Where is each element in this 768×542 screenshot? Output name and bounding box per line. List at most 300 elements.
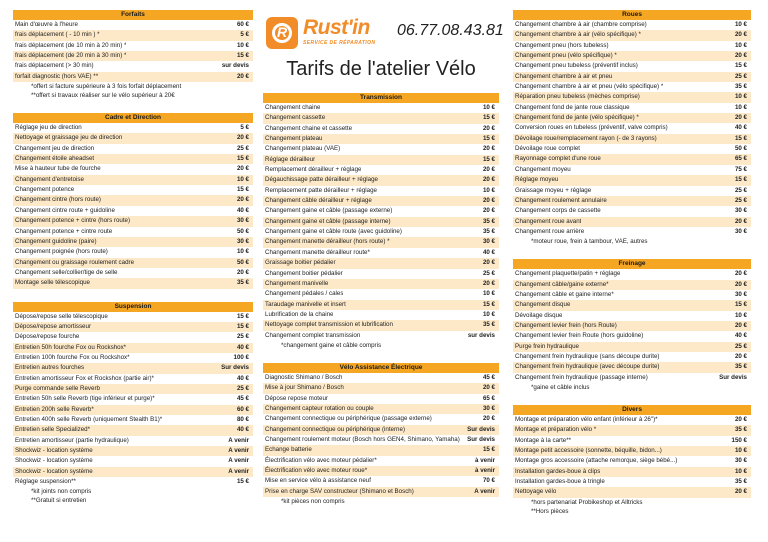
price-row — [513, 415, 751, 425]
service-label: Changement connectique ou périphérique (interne) — [265, 425, 405, 433]
service-label: Changement chaine — [265, 104, 321, 111]
service-label: Changement guidoline (paire) — [15, 237, 97, 245]
service-price: 25 € — [734, 342, 747, 350]
service-price: 15 € — [236, 52, 249, 60]
price-row — [513, 436, 751, 446]
service-label: Installation gardes-boue à clips — [515, 467, 601, 475]
service-label: Changement potence + cintre route — [15, 227, 113, 235]
price-row — [13, 216, 253, 226]
service-price: 10 € — [734, 467, 747, 475]
section-freinage — [513, 259, 751, 392]
service-label: Changement gaine et câble (passage externe) — [265, 207, 393, 215]
footnote: *offert si facture supérieure à 3 fois forfait déplacement — [31, 83, 182, 91]
service-label: Changement fond de jante roue classique — [515, 103, 630, 111]
service-price: 15 € — [482, 300, 495, 308]
service-label: Montage petit accessoire (sonnette, béquille, bidon...) — [515, 447, 662, 455]
price-row — [13, 61, 253, 71]
service-label: Changement frein hydraulique (sans découpe durite) — [515, 352, 660, 360]
service-price: 20 € — [482, 207, 495, 215]
service-label: Changement plateau (VAE) — [265, 145, 341, 153]
service-label: Montage gros accessoire (attache remorque, siège bébé...) — [515, 457, 678, 465]
service-price: 10 € — [236, 248, 249, 256]
service-price: 25 € — [236, 144, 249, 152]
service-price: 10 € — [734, 41, 747, 49]
price-row — [513, 342, 751, 352]
service-price: 20 € — [482, 279, 495, 287]
service-price: 30 € — [236, 237, 249, 245]
service-price: 25 € — [734, 196, 747, 204]
price-row — [263, 279, 499, 289]
price-row — [13, 51, 253, 61]
service-label: Changement chambre à air et pneu — [515, 72, 613, 80]
service-label: Dévoilage disque — [515, 311, 563, 319]
service-price: Sur devis — [467, 435, 495, 443]
service-label: Nettoyage et graissage jeu de direction — [15, 134, 123, 142]
section-header: Freinage — [513, 259, 751, 269]
price-row — [513, 154, 751, 164]
price-row — [263, 217, 499, 227]
column-right — [513, 10, 751, 516]
service-label: Changement frein hydraulique (avec découpe durite) — [515, 363, 660, 371]
price-row — [263, 155, 499, 165]
service-price: 15 € — [482, 446, 495, 454]
price-row — [13, 175, 253, 185]
service-label: Changement cintre (hors route) — [15, 196, 101, 204]
service-label: Entretien amortisseur (partie hydraulique) — [15, 436, 129, 444]
service-price: Sur devis — [467, 425, 495, 433]
price-row — [513, 467, 751, 477]
service-price: 10 € — [236, 41, 249, 49]
service-price: 30 € — [482, 404, 495, 412]
price-row — [13, 322, 253, 332]
service-price: 30 € — [734, 207, 747, 215]
service-price: 40 € — [236, 374, 249, 382]
service-price: 60 € — [236, 405, 249, 413]
price-row — [13, 30, 253, 40]
price-row — [513, 103, 751, 113]
section-header: Transmission — [263, 93, 499, 103]
price-row — [513, 92, 751, 102]
service-label: Réglage moyeu — [515, 176, 559, 184]
logo-text: Rust'in — [303, 16, 370, 39]
service-label: Installation gardes-boue à tringle — [515, 478, 605, 486]
service-label: Changement roue arrière — [515, 227, 585, 235]
service-price: 50 € — [236, 258, 249, 266]
service-price: 15 € — [236, 155, 249, 163]
service-price: 10 € — [734, 103, 747, 111]
price-row — [513, 280, 751, 290]
price-row — [513, 362, 751, 372]
service-price: 15 € — [236, 186, 249, 194]
section-transmission — [263, 93, 499, 350]
price-row — [263, 300, 499, 310]
price-row — [13, 374, 253, 384]
service-price: A venir — [228, 436, 249, 444]
service-price: 20 € — [236, 196, 249, 204]
footnote: *kit joints non compris — [31, 488, 92, 496]
section-header: Roues — [513, 10, 751, 20]
service-label: Dépose/repose fourche — [15, 333, 80, 341]
service-label: Entretien 100h fourche Fox ou Rockshox* — [15, 353, 130, 361]
service-price: 15 € — [734, 134, 747, 142]
service-price: 40 € — [236, 426, 249, 434]
price-row — [13, 72, 253, 82]
service-label: Changement chaine et cassette — [265, 124, 353, 132]
service-label: Changement manivelle — [265, 279, 329, 287]
service-price: 20 € — [482, 176, 495, 184]
service-label: Changement levier frein (hors Route) — [515, 321, 617, 329]
service-label: Réglage dérailleur — [265, 155, 316, 163]
price-row — [513, 290, 751, 300]
section-header: Vélo Assistance Électrique — [263, 363, 499, 373]
service-label: Changement pneu tubeless (préventif inclus) — [515, 62, 638, 70]
service-label: Changement levier frein Route (hors guidoline) — [515, 332, 644, 340]
service-price: 35 € — [482, 321, 495, 329]
price-row — [513, 300, 751, 310]
service-price: 40 € — [236, 343, 249, 351]
service-price: 30 € — [734, 290, 747, 298]
service-label: Purge commande selle Reverb — [15, 384, 100, 392]
brand-header — [263, 14, 504, 50]
price-row — [263, 134, 499, 144]
service-price: 70 € — [482, 477, 495, 485]
section-roues — [513, 10, 751, 246]
price-row — [263, 414, 499, 424]
price-row — [263, 124, 499, 134]
service-label: Nettoyage complet transmission et lubrification — [265, 321, 393, 329]
service-label: Remplacement dérailleur + réglage — [265, 166, 362, 174]
service-price: 20 € — [734, 321, 747, 329]
service-label: Changement pneu (vélo spécifique) * — [515, 52, 617, 60]
price-row — [513, 186, 751, 196]
price-row — [13, 436, 253, 446]
price-row — [263, 227, 499, 237]
service-label: Remplacement patte dérailleur + réglage — [265, 186, 377, 194]
service-label: Nettoyage vélo — [515, 488, 557, 496]
price-row — [513, 425, 751, 435]
service-price: 45 € — [236, 395, 249, 403]
service-price: 10 € — [734, 311, 747, 319]
price-row — [263, 476, 499, 486]
service-price: 30 € — [734, 457, 747, 465]
service-label: Changement disque — [515, 301, 571, 309]
service-price: 50 € — [734, 145, 747, 153]
service-price: 30 € — [482, 238, 495, 246]
price-row — [13, 133, 253, 143]
service-price: 15 € — [482, 114, 495, 122]
service-price: à venir — [475, 467, 495, 474]
page-title: Tarifs de l'atelier Vélo — [286, 58, 476, 80]
service-label: Changement capteur rotation ou couple — [265, 404, 374, 412]
service-price: 20 € — [482, 197, 495, 205]
price-row — [263, 258, 499, 268]
price-row — [513, 61, 751, 71]
service-label: Diagnostic Shimano / Bosch — [265, 373, 343, 381]
price-row — [13, 353, 253, 363]
service-label: Shockwiz - location système — [15, 467, 93, 475]
service-label: Changement complet transmission — [265, 331, 361, 339]
service-label: Changement jeu de direction — [15, 144, 95, 152]
service-label: Changement ou graissage roulement cadre — [15, 258, 135, 266]
service-price: 5 € — [240, 124, 249, 132]
service-price: 20 € — [482, 124, 495, 132]
price-row — [513, 41, 751, 51]
price-row — [263, 445, 499, 455]
price-row — [513, 144, 751, 154]
service-label: Graissage boitier pédalier — [265, 259, 336, 267]
price-row — [513, 487, 751, 497]
price-row — [13, 363, 253, 373]
column-left — [13, 10, 253, 505]
section-header: Cadre et Direction — [13, 113, 253, 123]
footnote: **Hors pièces — [531, 507, 569, 515]
footnote: **Gratuit si entretien — [31, 497, 87, 505]
service-label: Changement câble et gaine interne* — [515, 290, 614, 298]
service-price: 35 € — [482, 217, 495, 225]
section-header: Forfaits — [13, 10, 253, 20]
service-price: 20 € — [734, 416, 747, 423]
price-row — [263, 310, 499, 320]
service-price: 35 € — [734, 363, 747, 371]
service-price: 40 € — [734, 332, 747, 340]
service-label: Changement câble dérailleur + réglage — [265, 197, 372, 205]
section-velo-assistance-electrique — [263, 363, 499, 506]
service-price: 20 € — [236, 134, 249, 142]
price-row — [13, 415, 253, 425]
service-price: 40 € — [236, 206, 249, 214]
service-price: 20 € — [482, 166, 495, 174]
price-row — [263, 248, 499, 258]
service-label: Mise à hauteur tube de fourche — [15, 165, 101, 173]
service-label: Réglage jeu de direction — [15, 124, 82, 132]
service-label: Dépose/repose selle télescopique — [15, 312, 108, 320]
footnote: *moteur roue, frein à tambour, VAE, autres — [531, 238, 648, 246]
service-price: 20 € — [734, 488, 747, 496]
service-label: Conversion roues en tubeless (préventif, valve compris) — [515, 124, 668, 132]
service-label: Changement connectique ou périphérique (passage externe) — [265, 415, 432, 423]
price-row — [263, 196, 499, 206]
price-row — [513, 196, 751, 206]
service-label: Changement câble/gaine externe* — [515, 280, 609, 288]
service-label: Électrification vélo avec moteur roue* — [265, 467, 368, 474]
service-price: 10 € — [734, 21, 747, 28]
service-price: 35 € — [734, 478, 747, 486]
price-row — [263, 435, 499, 445]
service-price: 100 € — [233, 353, 249, 361]
price-row — [13, 237, 253, 247]
service-price: 20 € — [734, 270, 747, 278]
price-row — [13, 227, 253, 237]
service-price: 65 € — [734, 155, 747, 163]
rustin-logo-icon: R — [266, 17, 298, 49]
price-row — [513, 113, 751, 123]
service-label: frais déplacement ( - 10 min ) * — [15, 31, 100, 39]
service-label: Dégauchissage patte dérailleur + réglage — [265, 176, 378, 184]
service-label: frais déplacement (de 10 min à 20 min) * — [15, 41, 127, 49]
price-row — [513, 477, 751, 487]
footnote: *hors partenariat Probikeshop et Alltricks — [531, 498, 643, 506]
service-price: 65 € — [482, 394, 495, 402]
service-label: Entretien 50h selle Reverb (tige inférieur et purge)* — [15, 395, 155, 403]
service-label: Montage selle télescopique — [15, 279, 90, 287]
price-row — [513, 51, 751, 61]
price-row — [13, 477, 253, 487]
price-row — [13, 206, 253, 216]
price-row — [513, 206, 751, 216]
service-price: 20 € — [236, 165, 249, 173]
service-label: Rayonnage complet d'une roue — [515, 155, 601, 163]
price-row — [263, 175, 499, 185]
price-row — [513, 217, 751, 227]
service-label: Montage à la carte** — [515, 436, 572, 444]
service-price: Sur devis — [221, 364, 249, 372]
service-price: 150 € — [731, 436, 747, 444]
service-price: 35 € — [482, 228, 495, 236]
service-price: 25 € — [236, 384, 249, 392]
service-price: 15 € — [236, 478, 249, 486]
service-price: 15 € — [734, 301, 747, 309]
service-price: 40 € — [482, 248, 495, 256]
section-suspension — [13, 302, 253, 506]
service-label: Changement fond de jante (vélo spécifique) * — [515, 114, 639, 122]
service-label: Entretien 400h selle Reverb (uniquement Stealth B1)* — [15, 416, 163, 423]
price-row — [513, 311, 751, 321]
service-price: 10 € — [482, 290, 495, 298]
service-price: 80 € — [236, 416, 249, 423]
service-label: Changement manette dérailleur route* — [265, 248, 370, 256]
price-row — [13, 144, 253, 154]
column-middle — [263, 93, 499, 506]
service-label: Réglage suspension** — [15, 478, 76, 486]
service-label: Changement roulement annulaire — [515, 196, 607, 204]
price-row — [263, 165, 499, 175]
price-row — [513, 321, 751, 331]
service-price: 25 € — [734, 186, 747, 194]
price-row — [13, 394, 253, 404]
service-price: 5 € — [240, 31, 249, 39]
service-label: forfait diagnostic (hors VAE) ** — [15, 72, 99, 80]
price-row — [263, 113, 499, 123]
price-row — [263, 144, 499, 154]
price-row — [13, 123, 253, 133]
service-price: sur devis — [467, 331, 495, 339]
service-label: Changement gaine et câble route (avec guidoline) — [265, 228, 402, 236]
service-label: Dévoilage roue/remplacement rayon (- de 3 rayons) — [515, 134, 657, 142]
price-row — [13, 195, 253, 205]
price-row — [263, 103, 499, 113]
price-row — [263, 487, 499, 497]
price-row — [513, 134, 751, 144]
service-label: Shockwiz - location système — [15, 447, 93, 455]
section-divers — [513, 405, 751, 516]
service-price: 10 € — [482, 310, 495, 318]
price-row — [13, 467, 253, 477]
price-row — [263, 186, 499, 196]
price-row — [13, 20, 253, 30]
service-price: 10 € — [734, 447, 747, 455]
service-price: 50 € — [236, 227, 249, 235]
section-header: Divers — [513, 405, 751, 415]
price-row — [513, 352, 751, 362]
section-header: Suspension — [13, 302, 253, 312]
service-price: 15 € — [734, 62, 747, 70]
service-price: 20 € — [482, 259, 495, 267]
service-label: Prise en charge SAV constructeur (Shimano et Bosch) — [265, 487, 414, 495]
service-price: Sur devis — [719, 373, 747, 381]
price-row — [513, 456, 751, 466]
service-label: Changement cassette — [265, 114, 326, 122]
service-price: 35 € — [734, 426, 747, 434]
service-price: 25 € — [734, 72, 747, 80]
price-row — [13, 405, 253, 415]
service-price: A venir — [228, 467, 249, 475]
service-price: 30 € — [734, 227, 747, 235]
service-label: Changement plateau — [265, 135, 323, 143]
service-label: Changement plaquette/patin + réglage — [515, 270, 621, 278]
service-price: A venir — [228, 447, 249, 455]
service-price: 15 € — [236, 312, 249, 320]
price-row — [13, 425, 253, 435]
service-price: 25 € — [236, 333, 249, 341]
service-label: Entretien selle Specialized* — [15, 426, 90, 434]
service-label: Entretien 50h fourche Fox ou Rockshox* — [15, 343, 127, 351]
service-price: 20 € — [734, 352, 747, 360]
service-price: 10 € — [482, 186, 495, 194]
price-row — [513, 446, 751, 456]
service-price: à venir — [475, 456, 495, 464]
price-row — [13, 278, 253, 288]
service-label: Changement manette dérailleur (hors route) * — [265, 238, 390, 246]
service-label: Dépose/repose amortisseur — [15, 322, 92, 330]
price-row — [13, 41, 253, 51]
service-label: Mise en service vélo à assistance neuf — [265, 477, 371, 485]
service-label: Main d'œuvre à l'heure — [15, 21, 78, 28]
service-label: Taraudage manivelle et insert — [265, 300, 346, 308]
service-label: Entretien 200h selle Reverb* — [15, 405, 94, 413]
service-price: 20 € — [482, 145, 495, 153]
service-label: Changement frein hydraulique (passage interne) — [515, 373, 648, 381]
service-price: 20 € — [482, 384, 495, 392]
service-label: Purge frein hydraulique — [515, 342, 579, 350]
service-price: A venir — [228, 457, 249, 465]
price-row — [13, 164, 253, 174]
price-row — [13, 343, 253, 353]
service-label: Entretien autres fourches — [15, 364, 85, 372]
price-row — [13, 247, 253, 257]
service-label: Echange batterie — [265, 446, 312, 454]
price-row — [263, 404, 499, 414]
service-price: 20 € — [734, 280, 747, 288]
price-row — [513, 373, 751, 383]
service-label: frais déplacement (de 20 min à 30 min) * — [15, 52, 127, 60]
price-row — [513, 227, 751, 237]
price-row — [263, 237, 499, 247]
price-row — [513, 269, 751, 279]
service-label: Dévoilage roue complet — [515, 145, 581, 153]
service-price: 75 € — [734, 165, 747, 173]
service-price: 40 € — [734, 124, 747, 132]
service-price: 20 € — [734, 217, 747, 225]
service-price: 25 € — [482, 269, 495, 277]
footnote: *kit pièces non compris — [281, 498, 345, 506]
price-row — [263, 331, 499, 341]
service-price: 20 € — [734, 52, 747, 60]
service-label: Montage et préparation vélo enfant (inférieur à 26")* — [515, 416, 658, 423]
service-label: Montage et préparation vélo * — [515, 426, 597, 434]
service-price: 45 € — [482, 373, 495, 381]
service-label: Réparation pneu tubeless (mèches comprise) — [515, 93, 640, 101]
service-label: Shockwiz - location système — [15, 457, 93, 465]
